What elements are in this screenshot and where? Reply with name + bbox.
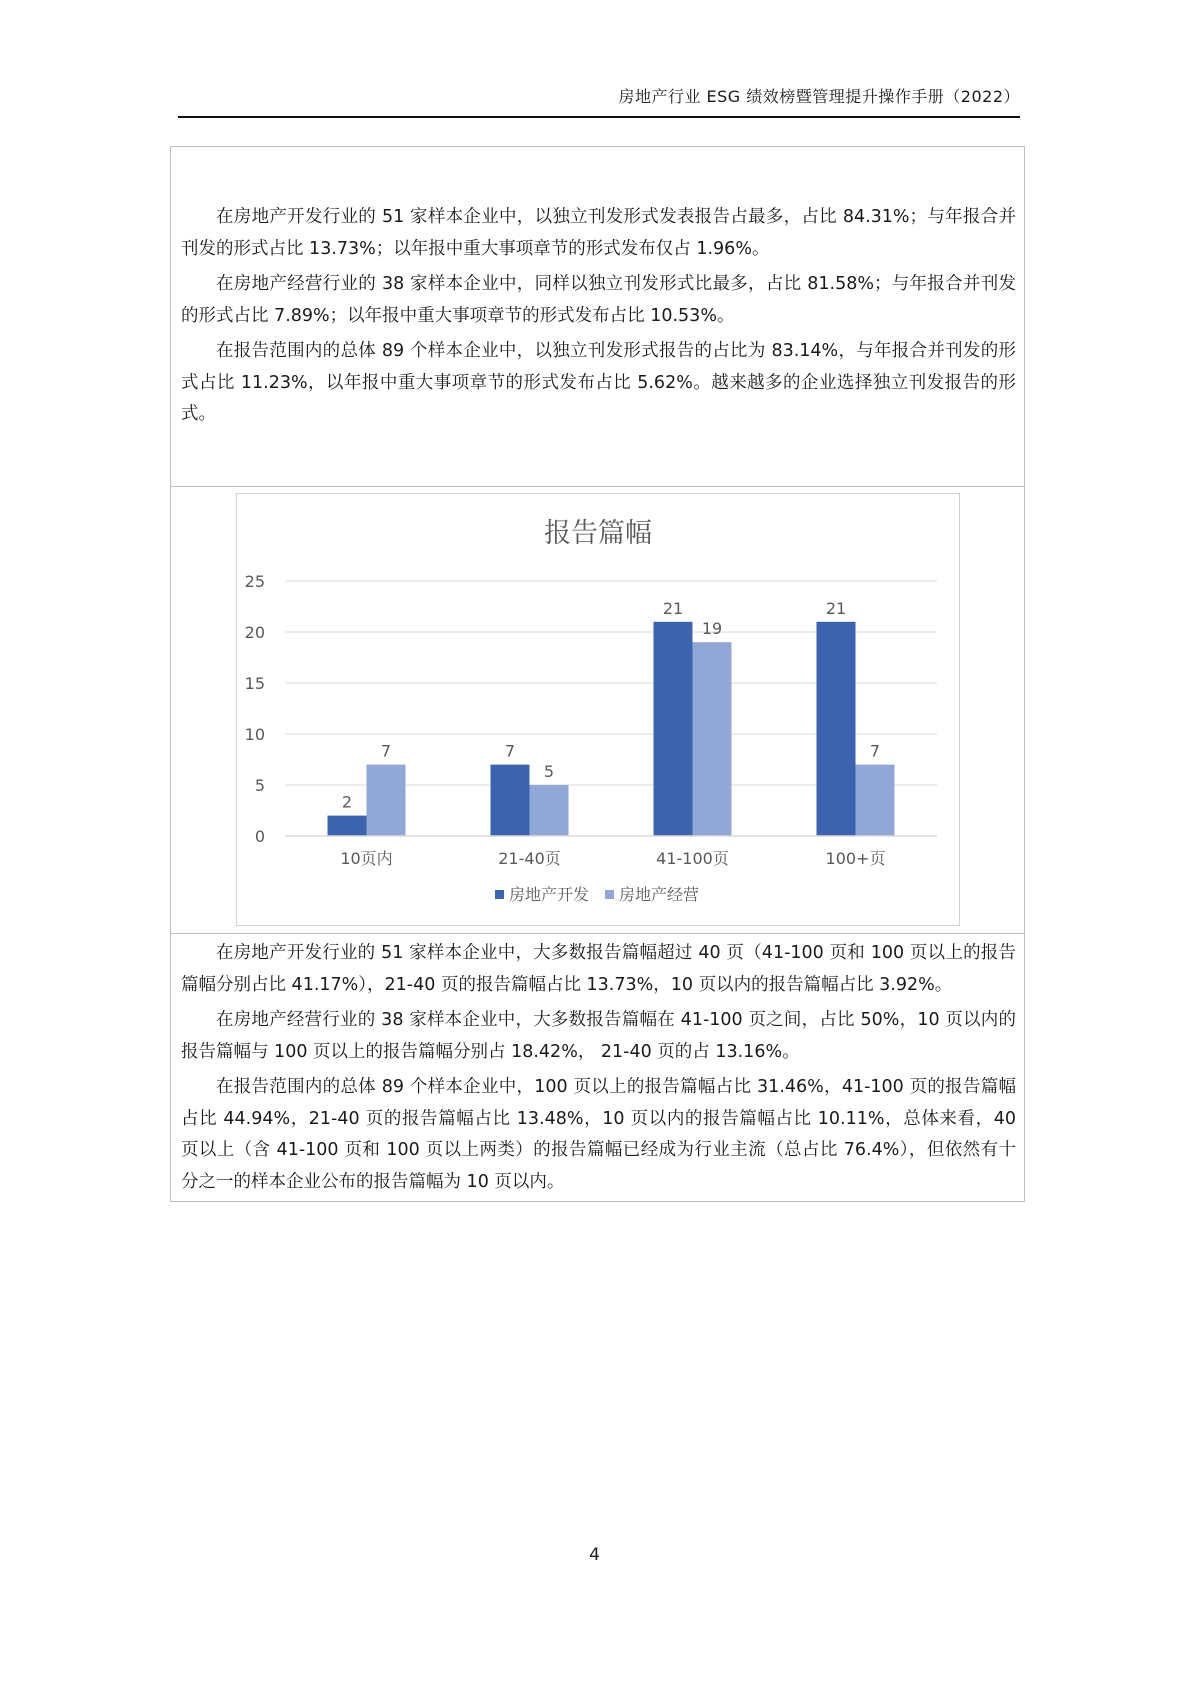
paragraph-operation-format: 在房地产经营行业的 38 家样本企业中，同样以独立刊发形式比最多，占比 81.58%；与年报合并刊发的形式占比 7.89%；以年报中重大事项章节的形式发布占比 10.53%。 (181, 274, 1016, 326)
bar-development (491, 765, 530, 836)
paragraph-operation-length: 在房地产经营行业的 38 家样本企业中，大多数报告篇幅在 41-100 页之间，占比 50%，10 页以内的报告篇幅与 100 页以上的报告篇幅分别占 18.42%， 21-40 页的占 13.16%。 (181, 1010, 1016, 1062)
bar-operation (856, 765, 895, 836)
paragraph-development-format: 在房地产开发行业的 51 家样本企业中，以独立刊发形式发表报告占最多，占比 84.31%；与年报合并刊发的形式占比 13.73%；以年报中重大事项章节的形式发布仅占 1.96%。 (181, 207, 1016, 259)
chart-title: 报告篇幅 (544, 518, 652, 549)
bar-value-label: 7 (869, 741, 881, 761)
y-tick-label: 0 (254, 827, 265, 846)
divider-top (170, 486, 1025, 487)
page-number: 4 (589, 1545, 600, 1565)
page-header-title: 房地产行业 ESG 绩效榜暨管理提升操作手册（2022） (618, 87, 1020, 106)
bar-operation (367, 765, 406, 836)
report-format-section (181, 202, 1016, 435)
chart-bars (328, 622, 895, 836)
chart-svg (237, 494, 959, 925)
y-tick-label: 20 (244, 623, 265, 642)
legend-label: 房地产经营 (619, 885, 700, 904)
chart-y-axis (245, 572, 265, 846)
report-length-chart (236, 493, 960, 926)
bar-value-label: 19 (701, 619, 723, 639)
bar-operation (693, 642, 732, 836)
bar-value-label: 2 (341, 792, 353, 812)
x-tick-label: 41-100页 (656, 849, 729, 868)
divider-bottom (170, 933, 1025, 934)
bar-development (817, 622, 856, 836)
bar-value-label: 21 (662, 598, 684, 618)
bar-value-label: 5 (543, 762, 555, 781)
x-tick-label: 21-40页 (498, 849, 561, 868)
legend-label: 房地产开发 (509, 885, 590, 904)
legend-swatch (495, 890, 504, 899)
bar-value-label: 21 (825, 598, 847, 618)
x-tick-label: 10页内 (340, 849, 393, 868)
bar-value-label: 7 (380, 741, 392, 761)
paragraph-development-length: 在房地产开发行业的 51 家样本企业中，大多数报告篇幅超过 40 页（41-100 页和 100 页以上的报告篇幅分别占比 41.17%），21-40 页的报告篇幅占比 13.73%，10 页以内的报告篇幅占比 3.92%。 (181, 943, 1016, 995)
paragraph-overall-format: 在报告范围内的总体 89 个样本企业中，以独立刊发形式报告的占比为 83.14%，与年报合并刊发的形式占比 11.23%，以年报中重大事项章节的形式发布占比 5.62%。越来越多的企业选择独立刊发报告的形式。 (181, 341, 1016, 424)
chart-data-labels (342, 599, 880, 812)
bar-value-label: 7 (504, 741, 516, 761)
paragraph-overall-length: 在报告范围内的总体 89 个样本企业中，100 页以上的报告篇幅占比 31.46%，41-100 页的报告篇幅占比 44.94%，21-40 页的报告篇幅占比 13.48%，10 页以内的报告篇幅占比 10.11%，总体来看，40 页以上（含 41-100 页和 100 页以上两类）的报告篇幅已经成为行业主流（总占比 76.4%），但依然有十分之一的样本企业公布的报告篇幅为 10 页以内。 (181, 1077, 1016, 1192)
chart-legend (495, 885, 699, 904)
header-rule (178, 116, 1020, 118)
chart-x-axis (285, 836, 937, 868)
bar-development (328, 816, 367, 836)
x-tick-label: 100+页 (825, 849, 886, 868)
y-tick-label: 15 (244, 674, 265, 693)
y-tick-label: 25 (244, 572, 265, 591)
bar-development (654, 622, 693, 836)
legend-swatch (605, 890, 614, 899)
bar-operation (530, 785, 569, 836)
y-tick-label: 5 (254, 776, 265, 795)
report-length-section (181, 938, 1016, 1202)
y-tick-label: 10 (244, 725, 265, 744)
